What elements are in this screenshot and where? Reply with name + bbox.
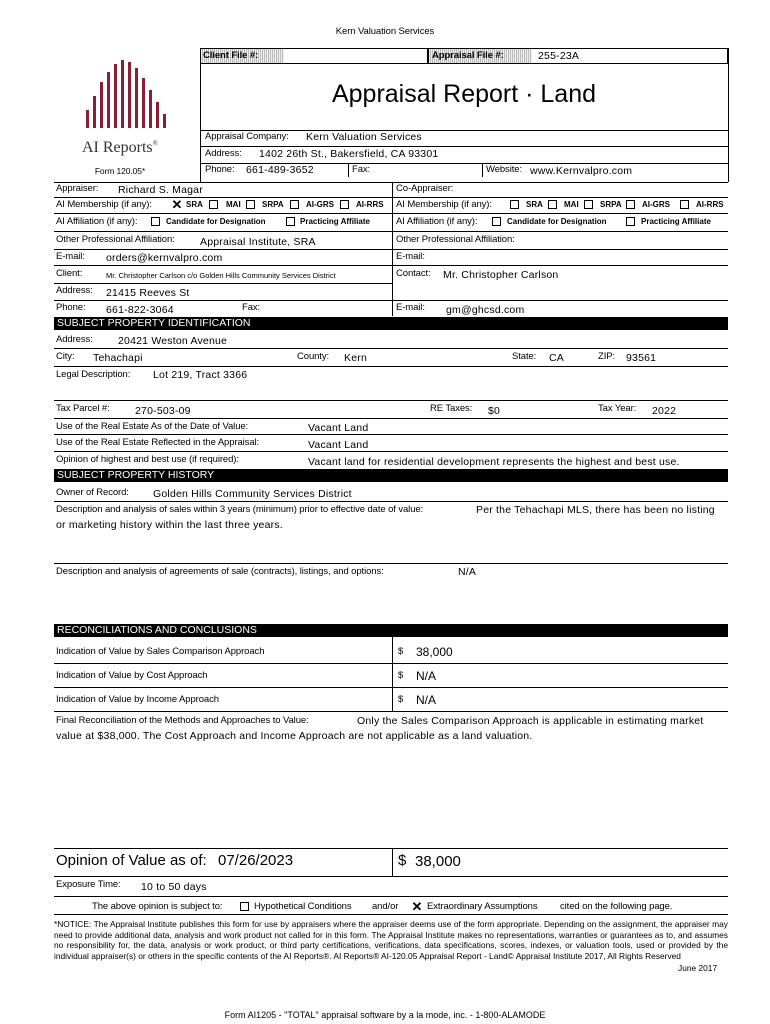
contact-value: Mr. Christopher Carlson (443, 269, 559, 281)
county-value: Kern (344, 352, 367, 364)
client-fax-label: Fax: (242, 302, 261, 313)
sra-check-icon[interactable]: ✕ (171, 197, 183, 212)
company-address-label: Address: (205, 148, 242, 159)
sales-history-line2: or marketing history within the last three years. (56, 519, 283, 531)
opinion-label: Opinion of Value as of: (56, 852, 207, 869)
final-recon-line1: Only the Sales Comparison Approach is applicable in estimating market (357, 715, 704, 727)
co-email-label: E-mail: (396, 251, 425, 262)
client-file-label: Client File #: (203, 50, 259, 61)
company-phone-label: Phone: (205, 164, 235, 175)
top-header: Kern Valuation Services (335, 26, 435, 37)
co-affiliation-label: AI Affiliation (if any): (396, 216, 478, 227)
hbu-value: Vacant land for residential development represents the highest and best use. (308, 456, 680, 468)
tax-parcel-value: 270-503-09 (135, 405, 191, 417)
client-value: Mr. Christopher Carlson c/o Golden Hills Community Services District (106, 271, 336, 280)
income-approach-value: N/A (416, 693, 437, 707)
sales-history-label: Description and analysis of sales within 3 years (minimum) prior to effective date of value: (56, 504, 424, 515)
other-affiliation-value: Appraisal Institute, SRA (200, 236, 316, 248)
tax-year-value: 2022 (652, 405, 677, 417)
co-airrs-checkbox[interactable] (680, 200, 689, 209)
company-phone: 661-489-3652 (246, 164, 314, 176)
subject-section-header: SUBJECT PROPERTY IDENTIFICATION (54, 317, 728, 330)
recon-section-header: RECONCILIATIONS AND CONCLUSIONS (54, 624, 728, 637)
income-approach-label: Indication of Value by Income Approach (56, 694, 219, 705)
logo-text: AI Reports® (82, 139, 158, 156)
exposure-label: Exposure Time: (56, 879, 121, 890)
email-label: E-mail: (56, 251, 85, 262)
zip-label: ZIP: (598, 351, 616, 362)
final-recon-label: Final Reconciliation of the Methods and Approaches to Value: (56, 715, 309, 726)
subject-address-value: 20421 Weston Avenue (118, 335, 228, 347)
final-recon-line2: value at $38,000. The Cost Approach and Income Approach are not applicable as a land valuation. (56, 730, 533, 742)
income-dollar: $ (398, 694, 404, 705)
client-phone-label: Phone: (56, 302, 86, 313)
airrs-checkbox[interactable] (340, 200, 349, 209)
county-label: County: (297, 351, 330, 362)
use-date-value: Vacant Land (308, 422, 369, 434)
sales-history-line1: Per the Tehachapi MLS, there has been no listing (476, 504, 715, 516)
practicing-label: Practicing Affiliate (300, 217, 370, 226)
co-srpa-label: SRPA (600, 200, 622, 209)
client-phone-value: 661-822-3064 (106, 304, 174, 316)
cited-label: cited on the following page. (560, 901, 673, 912)
aigrs-checkbox[interactable] (290, 200, 299, 209)
use-appraisal-value: Vacant Land (308, 439, 369, 451)
notice-date: June 2017 (678, 963, 718, 973)
aigrs-label: AI-GRS (306, 200, 334, 209)
srpa-label: SRPA (262, 200, 284, 209)
company-label: Appraisal Company: (205, 131, 289, 142)
legal-label: Legal Description: (56, 369, 131, 380)
co-sra-label: SRA (526, 200, 543, 209)
affiliation-label: AI Affiliation (if any): (56, 216, 138, 227)
sales-dollar: $ (398, 646, 404, 657)
legal-value: Lot 219, Tract 3366 (153, 369, 248, 381)
company-value: Kern Valuation Services (306, 131, 422, 143)
contact-email-label: E-mail: (396, 302, 425, 313)
practicing-checkbox[interactable] (286, 217, 295, 226)
re-taxes-value: $0 (488, 405, 501, 417)
state-label: State: (512, 351, 537, 362)
exposure-value: 10 to 50 days (141, 881, 207, 893)
airrs-label: AI-RRS (356, 200, 384, 209)
appraisal-file-label: Appraisal File #: (432, 50, 504, 61)
owner-label: Owner of Record: (56, 487, 129, 498)
notice-text: *NOTICE: The Appraisal Institute publishes this form for use by appraisers where the appraiser deems use of the form appropriate. Depending on the assignment, the appraiser may need to provide additional data, analysis and work product not called for in this form. The Appraisal Institute makes no representations, warranties or guarantees as to, and assumes no responsibility for, the data, analysis or work product, or third party certifications, verifications, data specifications, scores, indexes, or valuation tools, used or provided by the individual appraiser(s) or others in the specific contents of the AI Reports®. AI Reports® AI-120.05 Appraisal Report - Land© Appraisal Institute 2017, All Rights Reserved (54, 919, 728, 961)
cost-dollar: $ (398, 670, 404, 681)
other-affiliation-label: Other Professional Affiliation: (56, 234, 175, 245)
co-practicing-label: Practicing Affiliate (641, 217, 711, 226)
andor-label: and/or (372, 901, 399, 912)
co-candidate-checkbox[interactable] (492, 217, 501, 226)
co-aigrs-label: AI-GRS (642, 200, 670, 209)
srpa-checkbox[interactable] (246, 200, 255, 209)
contact-label: Contact: (396, 268, 431, 279)
sales-approach-value: 38,000 (416, 645, 453, 659)
hypothetical-checkbox[interactable] (240, 902, 249, 911)
extraordinary-check-icon[interactable]: ✕ (411, 899, 423, 914)
form-number: Form 120.05* (94, 166, 146, 176)
hbu-label: Opinion of highest and best use (if required): (56, 454, 239, 465)
co-mai-checkbox[interactable] (548, 200, 557, 209)
client-address-label: Address: (56, 285, 93, 296)
mai-label: MAI (226, 200, 241, 209)
agreements-value: N/A (458, 566, 477, 578)
contact-email-value: gm@ghcsd.com (446, 304, 525, 316)
coappraiser-label: Co-Appraiser: (396, 183, 454, 194)
membership-label: AI Membership (if any): (56, 199, 152, 210)
client-address-value: 21415 Reeves St (106, 287, 190, 299)
co-srpa-checkbox[interactable] (584, 200, 593, 209)
opinion-value: 38,000 (415, 853, 461, 870)
co-airrs-label: AI-RRS (696, 200, 724, 209)
cost-approach-label: Indication of Value by Cost Approach (56, 670, 208, 681)
use-date-label: Use of the Real Estate As of the Date of Value: (56, 421, 249, 432)
sales-approach-label: Indication of Value by Sales Comparison Approach (56, 646, 265, 657)
page-title: Appraisal Report · Land (331, 80, 597, 108)
email-value: orders@kernvalpro.com (106, 252, 223, 264)
use-appraisal-label: Use of the Real Estate Reflected in the Appraisal: (56, 437, 260, 448)
mai-checkbox[interactable] (209, 200, 218, 209)
subject-to-label: The above opinion is subject to: (92, 901, 223, 912)
opinion-date: 07/26/2023 (218, 852, 294, 869)
footer-text: Form AI1205 - "TOTAL" appraisal software by a la mode, inc. - 1-800-ALAMODE (224, 1010, 546, 1020)
tax-year-label: Tax Year: (598, 403, 637, 414)
candidate-checkbox[interactable] (151, 217, 160, 226)
extraordinary-label: Extraordinary Assumptions (427, 901, 538, 912)
candidate-label: Candidate for Designation (166, 217, 266, 226)
ai-reports-logo (82, 58, 178, 138)
re-taxes-label: RE Taxes: (430, 403, 473, 414)
sra-label: SRA (186, 200, 203, 209)
history-section-header: SUBJECT PROPERTY HISTORY (54, 469, 728, 482)
opinion-dollar: $ (398, 852, 407, 869)
company-fax-label: Fax: (352, 164, 371, 175)
tax-parcel-label: Tax Parcel #: (56, 403, 110, 414)
co-membership-label: AI Membership (if any): (396, 199, 492, 210)
appraisal-file-value: 255-23A (538, 50, 580, 62)
client-label: Client: (56, 268, 83, 279)
agreements-label: Description and analysis of agreements of sale (contracts), listings, and options: (56, 566, 384, 577)
city-value: Tehachapi (93, 352, 143, 364)
city-label: City: (56, 351, 75, 362)
company-address: 1402 26th St., Bakersfield, CA 93301 (259, 148, 439, 160)
co-mai-label: MAI (564, 200, 579, 209)
co-candidate-label: Candidate for Designation (507, 217, 607, 226)
subject-address-label: Address: (56, 334, 93, 345)
state-value: CA (549, 352, 564, 364)
co-other-affiliation-label: Other Professional Affiliation: (396, 234, 515, 245)
co-sra-checkbox[interactable] (510, 200, 519, 209)
website-label: Website: (486, 164, 522, 175)
appraiser-label: Appraiser: (56, 183, 99, 194)
co-practicing-checkbox[interactable] (626, 217, 635, 226)
zip-value: 93561 (626, 352, 657, 364)
cost-approach-value: N/A (416, 669, 437, 683)
owner-value: Golden Hills Community Services District (153, 488, 352, 500)
hypothetical-label: Hypothetical Conditions (254, 901, 352, 912)
website-value: www.Kernvalpro.com (530, 165, 633, 177)
appraiser-name: Richard S. Magar (118, 184, 203, 196)
co-aigrs-checkbox[interactable] (626, 200, 635, 209)
